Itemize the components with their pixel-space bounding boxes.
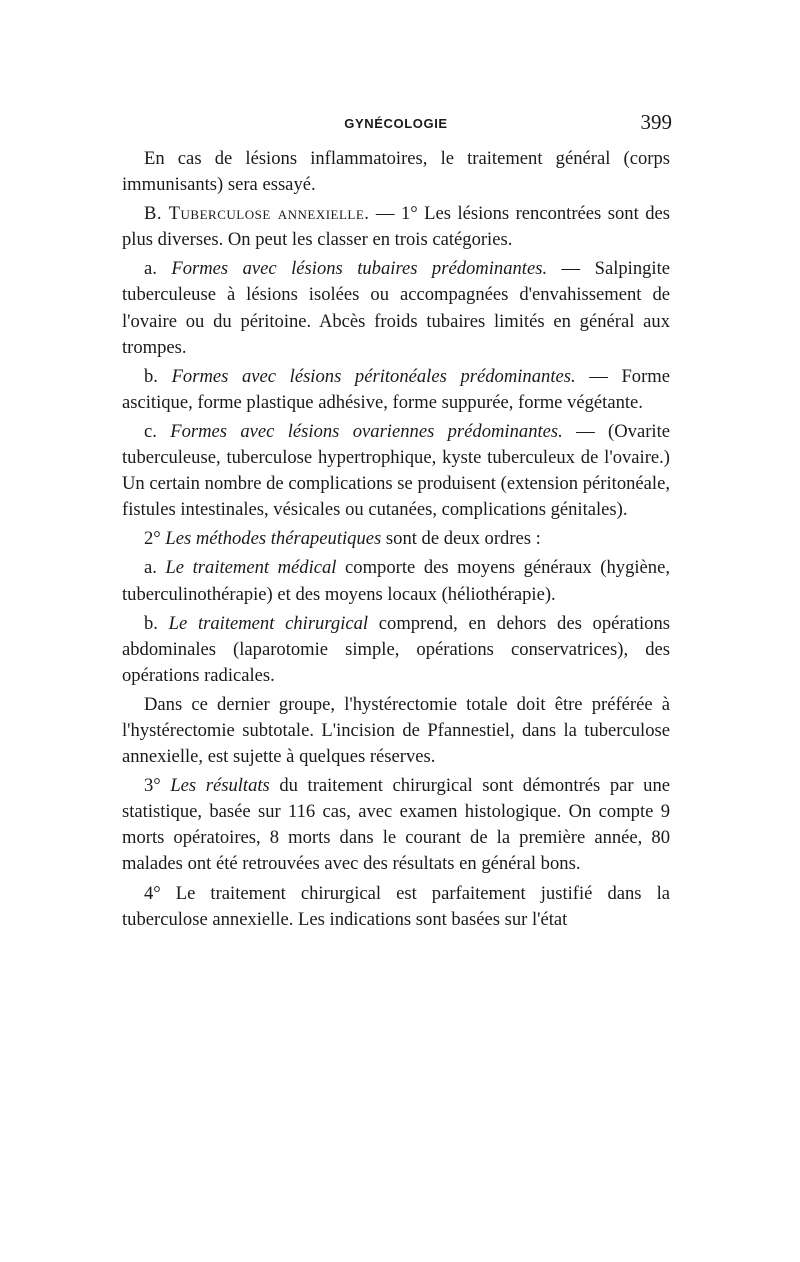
paragraph-text: — 1° Les lésions rencontrées sont des plus diverses. On peut les classer en trois catégories.	[122, 203, 670, 251]
paragraph	[122, 364, 670, 416]
list-label: b.	[144, 365, 172, 387]
paragraph-text: — Forme ascitique, forme plastique adhésive, forme suppurée, forme végétante.	[122, 365, 670, 413]
page-number: 399	[640, 110, 672, 134]
running-header	[122, 110, 670, 140]
paragraph-text: — (Ovarite tuberculeuse, tuberculose hypertrophique, kyste tuberculeux de l'ovaire.) Un certain nombre de complications se produisent (extension péritonéale, fistules intestinales, vésicales ou cutanées, complications génitales).	[122, 420, 670, 521]
list-label: a.	[144, 557, 166, 579]
running-title: GYNÉCOLOGIE	[344, 116, 448, 131]
subheading: Formes avec lésions ovariennes prédominantes.	[170, 420, 563, 442]
body-text	[122, 146, 670, 933]
paragraph	[122, 419, 670, 523]
subheading: Formes avec lésions tubaires prédominantes.	[171, 258, 548, 280]
section-heading: B. Tuberculose annexielle.	[144, 203, 370, 225]
subheading: Formes avec lésions péritonéales prédominantes.	[171, 365, 576, 387]
list-label: c.	[144, 420, 171, 442]
subheading: Le traitement chirurgical	[168, 612, 369, 634]
list-label: 2°	[144, 528, 166, 550]
paragraph	[122, 526, 670, 552]
book-page	[122, 110, 670, 936]
paragraph-text: — Salpingite tuberculeuse à lésions isolées ou accompagnées d'envahissement de l'ovaire ou du péritoine. Abcès froids tubaires limités en général aux trompes.	[122, 258, 671, 358]
paragraph-text: du traitement chirurgical sont démontrés par une statistique, basée sur 116 cas, avec examen histologique. On compte 9 morts opératoires, 8 morts dans le courant de la première année, 80 malades ont été retrouvées avec des résultats en général bons.	[122, 775, 670, 875]
paragraph-text: comprend, en dehors des opérations abdominales (laparotomie simple, opérations conservatrices), des opérations radicales.	[122, 612, 670, 686]
subheading: Le traitement médical	[165, 557, 337, 579]
paragraph	[122, 555, 670, 607]
paragraph	[122, 201, 670, 253]
list-label: a.	[144, 258, 172, 280]
paragraph	[122, 692, 670, 770]
list-label: 3°	[144, 775, 171, 797]
paragraph-text: 4° Le traitement chirurgical est parfaitement justifié dans la tuberculose annexielle. Les indications sont basées sur l'état	[122, 882, 670, 930]
paragraph-text: En cas de lésions inflammatoires, le traitement général (corps immunisants) sera essayé.	[122, 148, 670, 196]
paragraph-text: Dans ce dernier groupe, l'hystérectomie totale doit être préférée à l'hystérectomie subtotale. L'incision de Pfannestiel, dans la tuberculose annexielle, est sujette à quelques réserves.	[122, 693, 670, 768]
paragraph	[122, 146, 670, 198]
paragraph	[122, 773, 670, 877]
list-label: b.	[144, 612, 169, 634]
paragraph-text: comporte des moyens généraux (hygiène, tuberculinothérapie) et des moyens locaux (héliothérapie).	[122, 557, 670, 605]
subheading: Les résultats	[170, 775, 270, 797]
paragraph	[122, 881, 670, 933]
subheading: Les méthodes thérapeutiques	[165, 528, 382, 550]
paragraph-text: sont de deux ordres :	[381, 528, 541, 550]
paragraph	[122, 256, 670, 360]
paragraph	[122, 611, 670, 689]
